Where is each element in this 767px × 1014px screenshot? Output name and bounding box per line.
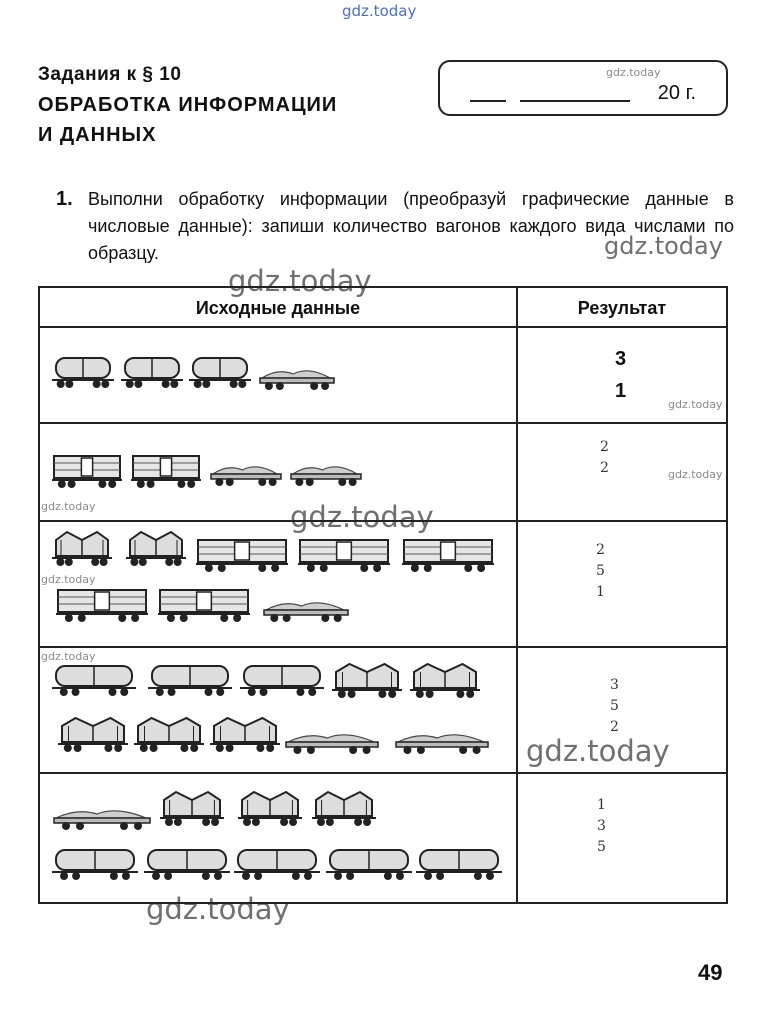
- watermark: gdz.today: [606, 66, 661, 79]
- title-line-3: И ДАННЫХ: [38, 124, 157, 146]
- watermark: gdz.today: [290, 500, 434, 534]
- hopper-wagon-icon: [410, 662, 480, 702]
- flat-wagon-icon: [394, 730, 490, 758]
- watermark: gdz.today: [41, 500, 96, 513]
- tank-wagon-icon: [52, 662, 136, 700]
- watermark: gdz.today: [41, 650, 96, 663]
- box-wagon-icon: [131, 454, 201, 492]
- title-line-2: ОБРАБОТКА ИНФОРМАЦИИ: [38, 94, 338, 116]
- flat-wagon-icon: [209, 462, 283, 490]
- answer-row3-c: 1: [596, 584, 605, 600]
- header-source-data: Исходные данные: [195, 298, 361, 318]
- answer-row1-a: 3: [615, 348, 627, 370]
- flat-wagon-icon: [289, 462, 363, 490]
- tank-wagon-icon: [189, 354, 251, 392]
- answer-row3-b: 5: [596, 563, 605, 579]
- box-wagon-icon: [402, 538, 494, 576]
- header-result: Результат: [577, 298, 667, 318]
- flat-wagon-icon: [258, 366, 336, 394]
- tank-wagon-icon: [416, 846, 502, 884]
- row-divider: [40, 422, 726, 424]
- task-number: 1.: [56, 188, 73, 210]
- box-wagon-icon: [196, 538, 288, 576]
- column-divider: [516, 288, 518, 902]
- date-month-line: [520, 100, 630, 102]
- hopper-wagon-icon: [312, 790, 376, 830]
- hopper-wagon-icon: [58, 716, 128, 756]
- answer-row3-a: 2: [596, 542, 605, 558]
- hopper-wagon-icon: [332, 662, 402, 702]
- tank-wagon-icon: [148, 662, 232, 700]
- page-number: 49: [698, 960, 723, 985]
- hopper-wagon-icon: [210, 716, 280, 756]
- tank-wagon-icon: [240, 662, 324, 700]
- task-text: Выполни обработку информации (преобразуй графические данные в числовые данные): запиши количество вагонов каждого вида числами по образцу.: [88, 189, 734, 263]
- answer-row5-a: 1: [597, 797, 606, 813]
- answer-row5-b: 3: [597, 818, 606, 834]
- answer-row5-c: 5: [597, 839, 606, 855]
- box-wagon-icon: [158, 588, 250, 626]
- answer-row4-a: 3: [610, 677, 619, 693]
- hopper-wagon-icon: [126, 530, 186, 570]
- answer-row4-b: 5: [610, 698, 619, 714]
- answer-row2-b: 2: [600, 460, 609, 476]
- answer-row2-a: 2: [600, 439, 609, 455]
- answer-row1-b: 1: [615, 380, 627, 402]
- row-divider: [40, 646, 726, 648]
- tank-wagon-icon: [144, 846, 230, 884]
- flat-wagon-icon: [284, 730, 380, 758]
- section-title: [38, 60, 337, 150]
- watermark: gdz.today: [668, 468, 723, 481]
- row-divider: [40, 772, 726, 774]
- date-year: 20 г.: [657, 82, 696, 104]
- tank-wagon-icon: [234, 846, 320, 884]
- flat-wagon-icon: [52, 806, 152, 834]
- hopper-wagon-icon: [160, 790, 224, 830]
- watermark: gdz.today: [41, 573, 96, 586]
- box-wagon-icon: [298, 538, 390, 576]
- tank-wagon-icon: [52, 846, 138, 884]
- box-wagon-icon: [52, 454, 122, 492]
- watermark-top: gdz.today: [342, 2, 417, 20]
- tank-wagon-icon: [326, 846, 412, 884]
- tank-wagon-icon: [52, 354, 114, 392]
- watermark: gdz.today: [604, 232, 723, 260]
- flat-wagon-icon: [262, 598, 350, 626]
- tank-wagon-icon: [121, 354, 183, 392]
- date-day-line: [470, 100, 506, 102]
- watermark: gdz.today: [526, 734, 670, 768]
- watermark: gdz.today: [228, 264, 372, 298]
- answer-row4-c: 2: [610, 719, 619, 735]
- row-divider: [40, 520, 726, 522]
- hopper-wagon-icon: [52, 530, 112, 570]
- watermark: gdz.today: [146, 892, 290, 926]
- watermark: gdz.today: [668, 398, 723, 411]
- hopper-wagon-icon: [238, 790, 302, 830]
- box-wagon-icon: [56, 588, 148, 626]
- title-line-1: Задания к § 10: [38, 64, 182, 85]
- hopper-wagon-icon: [134, 716, 204, 756]
- date-box: [438, 60, 728, 116]
